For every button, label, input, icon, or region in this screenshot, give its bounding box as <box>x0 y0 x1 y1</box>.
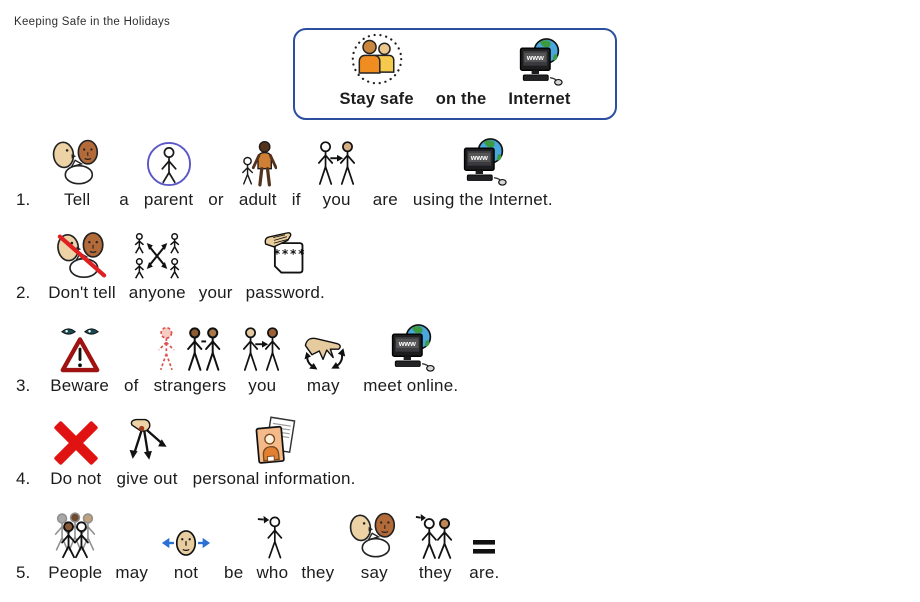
word-text: not <box>173 563 199 582</box>
internet-icon <box>459 137 507 187</box>
word <box>199 283 233 303</box>
word <box>298 329 348 396</box>
tell-icon <box>50 139 104 187</box>
word <box>414 512 456 583</box>
not-icon <box>161 526 211 560</box>
adult-icon <box>239 139 277 187</box>
word-text: adult <box>238 190 277 209</box>
word-text: on the <box>435 90 487 108</box>
word <box>50 139 104 210</box>
you-icon <box>316 139 358 187</box>
word <box>116 416 177 489</box>
stay-safe-icon <box>350 33 404 87</box>
rule-number: 1. <box>16 190 31 209</box>
rule-row <box>16 507 499 583</box>
word-text: a <box>119 190 129 209</box>
rule-number: 5. <box>16 563 31 582</box>
word-text: Stay safe <box>339 90 414 108</box>
word-text: Do not <box>50 469 102 488</box>
word <box>373 190 398 210</box>
equals-icon <box>471 534 497 560</box>
word-text: Beware <box>50 376 110 395</box>
word <box>469 534 499 583</box>
word-text: they <box>301 563 335 582</box>
word-text: are <box>372 190 398 209</box>
personal-information-icon <box>252 416 296 466</box>
word-text: if <box>291 190 301 209</box>
word <box>129 232 186 303</box>
word <box>241 325 283 396</box>
word-text: may <box>115 563 149 582</box>
word-text: give out <box>116 469 178 488</box>
word <box>436 90 487 109</box>
strangers-icon <box>155 325 225 373</box>
word-text: password. <box>245 283 325 302</box>
word <box>124 376 139 396</box>
say-icon <box>347 512 401 560</box>
dont-tell-icon <box>54 232 110 280</box>
rule-number: 4. <box>16 469 31 488</box>
parent-icon <box>146 141 192 187</box>
word-text: strangers <box>153 376 227 395</box>
svg-text:www: www <box>527 53 545 63</box>
word-text: your <box>198 283 233 302</box>
word <box>256 512 288 583</box>
word <box>50 325 109 396</box>
svg-text:****: **** <box>273 246 307 261</box>
word <box>48 512 102 583</box>
give-out-icon <box>122 416 172 466</box>
word-text: be <box>224 563 244 582</box>
password-icon <box>262 232 308 280</box>
word-text: Don't tell <box>48 283 116 302</box>
word <box>224 563 243 583</box>
rule-row <box>16 413 356 489</box>
word-text: personal information. <box>192 469 356 488</box>
word <box>154 325 227 396</box>
word <box>413 137 553 210</box>
word-text: who <box>256 563 289 582</box>
word <box>316 139 358 210</box>
word-text: anyone <box>128 283 186 302</box>
word-text: they <box>418 563 452 582</box>
word <box>48 232 116 303</box>
word <box>339 33 413 109</box>
word <box>115 563 148 583</box>
word-text: using the Internet. <box>412 190 553 209</box>
who-icon <box>256 512 288 560</box>
may-icon <box>298 329 348 373</box>
word-text: are. <box>469 563 500 582</box>
rule-row <box>16 320 458 396</box>
word <box>239 139 277 210</box>
internet-icon <box>387 323 435 373</box>
word-text: or <box>208 190 224 209</box>
word <box>301 563 334 583</box>
header-box <box>293 28 617 120</box>
word-text: People <box>48 563 103 582</box>
beware-icon <box>58 325 102 373</box>
word-text: parent <box>143 190 194 209</box>
word-text: Internet <box>508 90 571 108</box>
svg-text:www: www <box>398 339 416 349</box>
they-icon <box>414 512 456 560</box>
word <box>246 232 325 303</box>
word <box>161 526 211 583</box>
word <box>347 512 401 583</box>
svg-text:www: www <box>470 153 488 163</box>
word-text: you <box>322 190 351 209</box>
word <box>193 416 356 489</box>
word-text: may <box>306 376 340 395</box>
rule-number: 3. <box>16 376 31 395</box>
word <box>508 37 570 109</box>
word <box>208 190 224 210</box>
internet-icon <box>515 37 563 87</box>
rule-row <box>16 227 325 303</box>
page-title: Keeping Safe in the Holidays <box>14 16 171 28</box>
people-icon <box>51 512 99 560</box>
word <box>50 420 101 489</box>
anyone-icon <box>131 232 183 280</box>
word <box>363 323 458 396</box>
word <box>144 141 193 210</box>
word-text: of <box>124 376 139 395</box>
you-2-icon <box>241 325 283 373</box>
word <box>119 190 129 210</box>
rule-number: 2. <box>16 283 31 302</box>
word-text: say <box>360 563 388 582</box>
header-phrase <box>339 33 570 109</box>
word <box>292 190 301 210</box>
word-text: you <box>248 376 277 395</box>
do-not-icon <box>53 420 99 466</box>
word-text: Tell <box>64 190 91 209</box>
rule-row <box>16 134 553 210</box>
word-text: meet online. <box>363 376 459 395</box>
